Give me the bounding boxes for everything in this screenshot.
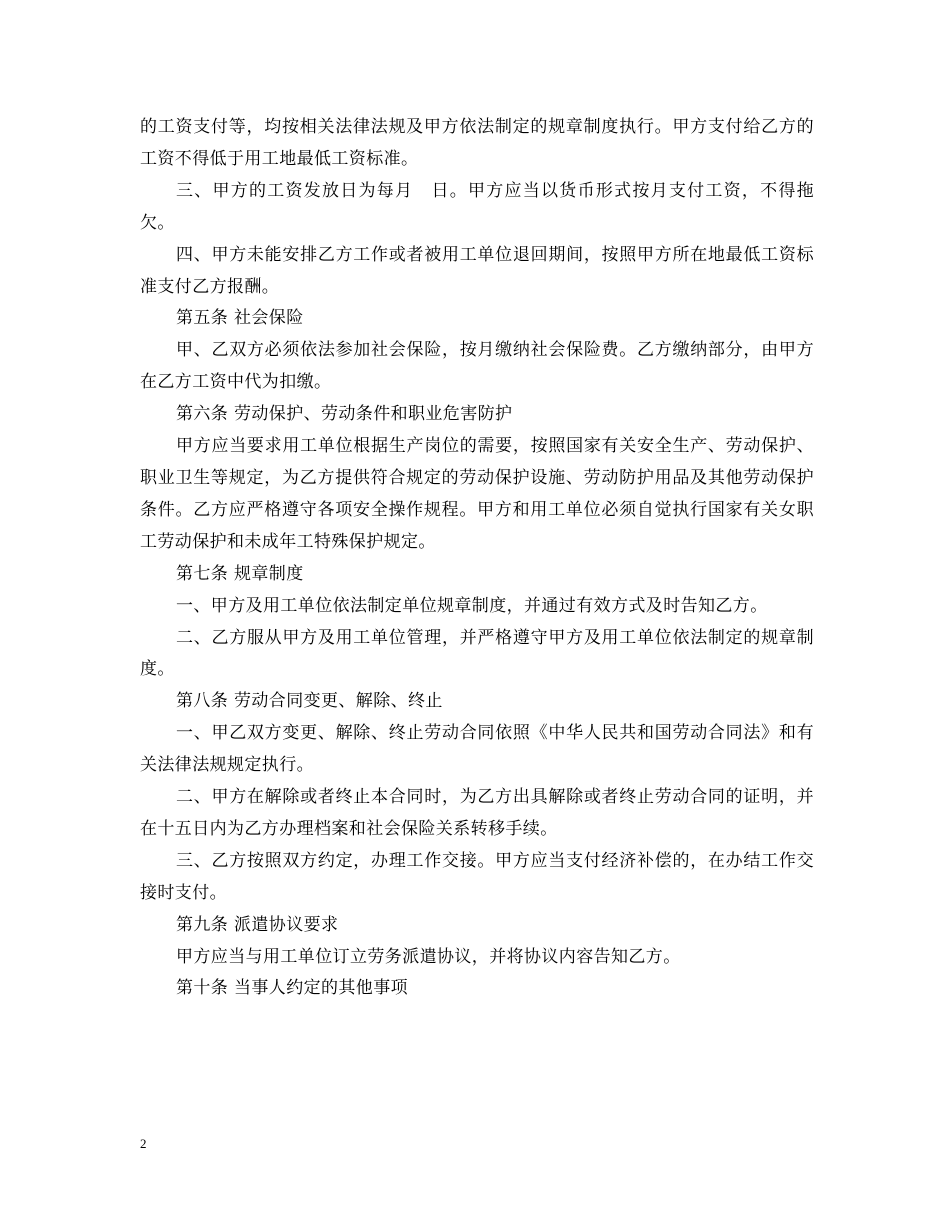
paragraph: 一、甲乙双方变更、解除、终止劳动合同依照《中华人民共和国劳动合同法》和有关法律法规规定执行。 xyxy=(140,723,814,776)
paragraph: 三、甲方的工资发放日为每月 日。甲方应当以货币形式按月支付工资，不得拖欠。 xyxy=(140,180,814,233)
paragraph: 甲方应当与用工单位订立劳务派遣协议，并将协议内容告知乙方。 xyxy=(176,946,681,967)
paragraph: 四、甲方未能安排乙方工作或者被用工单位退回期间，按照甲方所在地最低工资标准支付乙方报酬。 xyxy=(140,244,814,297)
article-heading: 第六条 劳动保护、劳动条件和职业危害防护 xyxy=(176,404,513,425)
paragraph: 甲方应当要求用工单位根据生产岗位的需要，按照国家有关安全生产、劳动保护、职业卫生等规定，为乙方提供符合规定的劳动保护设施、劳动防护用品及其他劳动保护条件。乙方应严格遵守各项安全操作规程。甲方和用工单位必须自觉执行国家有关女职工劳动保护和未成年工特殊保护规定。 xyxy=(140,436,814,552)
article-heading: 第五条 社会保险 xyxy=(176,308,304,329)
article-heading: 第八条 劳动合同变更、解除、终止 xyxy=(176,691,443,712)
article-heading: 第七条 规章制度 xyxy=(176,563,304,584)
page-number: 2 xyxy=(140,1136,147,1151)
paragraph: 三、乙方按照双方约定，办理工作交接。甲方应当支付经济补偿的，在办结工作交接时支付。 xyxy=(140,850,814,903)
article-heading: 第十条 当事人约定的其他事项 xyxy=(176,978,409,999)
paragraph: 二、甲方在解除或者终止本合同时，为乙方出具解除或者终止劳动合同的证明，并在十五日内为乙方办理档案和社会保险关系转移手续。 xyxy=(140,787,814,839)
paragraph: 甲、乙双方必须依法参加社会保险，按月缴纳社会保险费。乙方缴纳部分，由甲方在乙方工资中代为扣缴。 xyxy=(140,340,814,393)
paragraph: 一、甲方及用工单位依法制定单位规章制度，并通过有效方式及时告知乙方。 xyxy=(176,595,768,616)
paragraph: 的工资支付等，均按相关法律法规及甲方依法制定的规章制度执行。甲方支付给乙方的工资不得低于用工地最低工资标准。 xyxy=(140,117,814,169)
document-body xyxy=(140,112,814,1005)
paragraph: 二、乙方服从甲方及用工单位管理，并严格遵守甲方及用工单位依法制定的规章制度。 xyxy=(140,627,814,680)
article-heading: 第九条 派遣协议要求 xyxy=(176,914,339,935)
